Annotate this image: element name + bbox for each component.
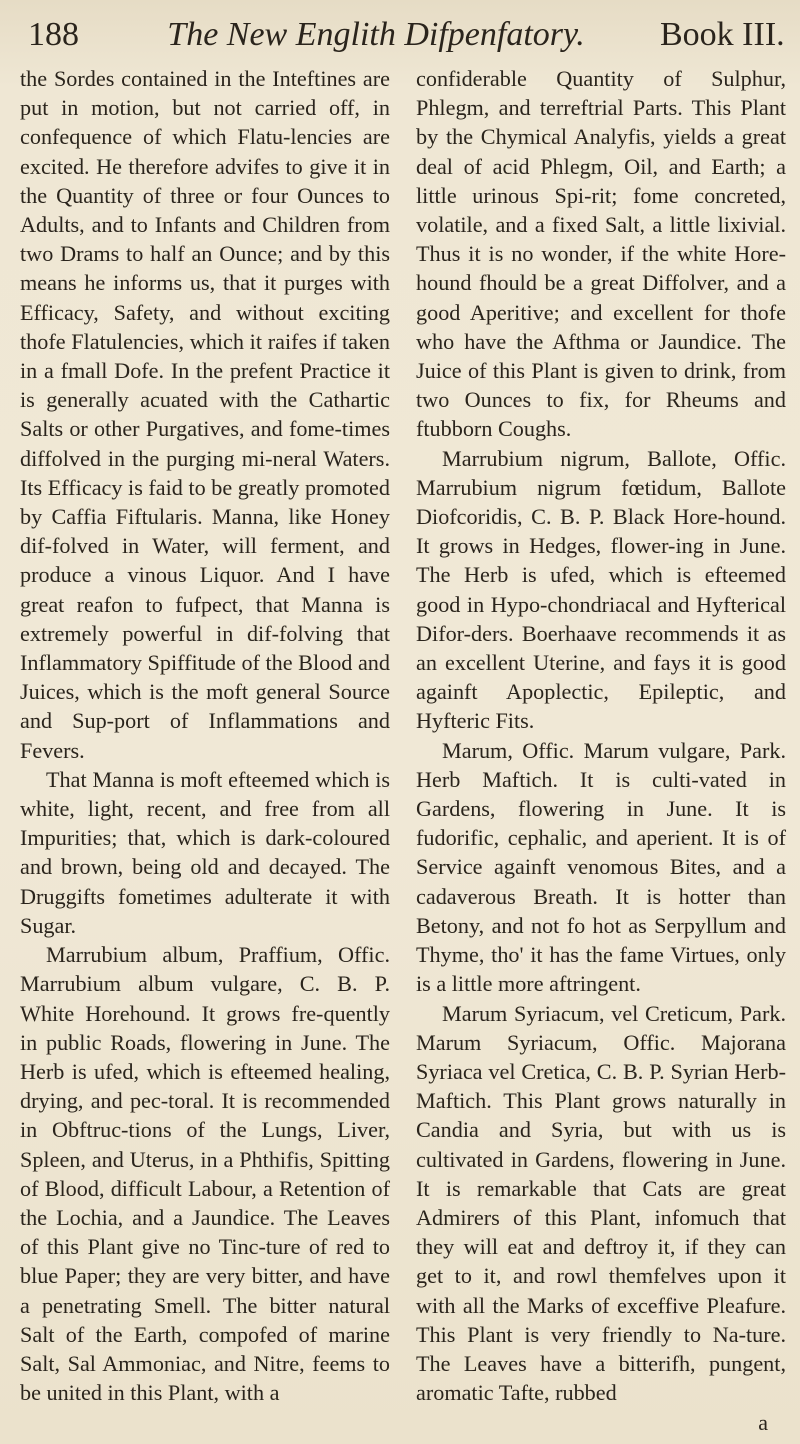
paragraph: Marrubium nigrum, Ballote, Offic. Marrubium nigrum fœtidum, Ballote Diofcoridis, C. B. P. Black Hore-hound. It grows in Hedges, flower-ing in June. The Herb is ufed, which is efteemed good in Hypo-chondriacal and Hyfterical Difor-ders. Boerhaave recommends it as an excellent Uterine, and fays it is good againft Apoplectic, Epileptic, and Hyfteric Fits. <box>416 445 786 734</box>
paragraph: Marrubium album, Praffium, Offic. Marrubium album vulgare, C. B. P. White Horehound. It grows fre-quently in public Roads, flowering in June. The Herb is ufed, which is efteemed healing, drying, and pec-toral. It is recommended in Obftruc-tions of the Lungs, Liver, Spleen, and Uterus, in a Phthifis, Spitting of Blood, difficult Labour, a Retention of the Lochia, and a Jaundice. The Leaves of this Plant give no Tinc-ture of red to blue Paper; they are very bitter, and have a penetrating Smell. The bitter natural Salt of the Earth, compofed of marine Salt, Sal Ammoniac, and Nitre, feems to be united in this Plant, with a <box>20 942 390 1406</box>
paragraph: Marum, Offic. Marum vulgare, Park. Herb Maftich. It is culti-vated in Gardens, flowering in June. It is fudorific, cephalic, and aperient. It is of Service againft venomous Bites, and a cadaverous Breath. It is hotter than Betony, and not fo hot as Serpyllum and Thyme, tho' it has the fame Virtues, only is a little more aftringent. <box>416 737 786 997</box>
paragraph: confiderable Quantity of Sulphur, Phlegm, and terreftrial Parts. This Plant by the Chymical Analyfis, yields a great deal of acid Phlegm, Oil, and Earth; a little urinous Spi-rit; fome concreted, volatile, and a fixed Salt, a little lixivial. Thus it is no wonder, if the white Hore-hound fhould be a great Diffolver, and a good Aperitive; and excellent for thofe who have the Afthma or Jaundice. The Juice of this Plant is given to drink, from two Ounces to fix, for Rheums and ftubborn Coughs. <box>416 66 786 442</box>
paragraph: That Manna is moft efteemed which is white, light, recent, and free from all Impurities; that, which is dark-coloured and brown, being old and decayed. The Druggifts fometimes adulterate it with Sugar. <box>20 766 390 938</box>
page-number: 188 <box>28 16 79 53</box>
running-head <box>20 8 786 62</box>
paragraph: the Sordes contained in the Inteftines are put in motion, but not carried off, in confequence of which Flatu-lencies are excited. He therefore advifes to give it in the Quantity of three or four Ounces to Adults, and to Infants and Children from two Drams to half an Ounce; and by this means he informs us, that it purges with Efficacy, Safety, and without exciting thofe Flatulencies, which it raifes if taken in a fmall Dofe. In the prefent Practice it is generally acuated with the Cathartic Salts or other Purgatives, and fome-times diffolved in the purging mi-neral Waters. Its Efficacy is faid to be greatly promoted by Caffia Fiftularis. Manna, like Honey dif-folved in Water, will ferment, and produce a vinous Liquor. And I have great reafon to fufpect, that Manna is extremely powerful in dif-folving that Inflammatory Spiffitude of the Blood and Juices, which is the moft general Source and Sup-port of Inflammations and Fevers. <box>20 66 390 763</box>
right-column <box>416 64 786 1407</box>
left-column <box>20 64 390 1407</box>
paragraph: Marum Syriacum, vel Creticum, Park. Marum Syriacum, Offic. Majorana Syriaca vel Cretica, C. B. P. Syrian Herb-Maftich. This Plant grows naturally in Candia and Syria, but with us is cultivated in Gardens, flowering in June. It is remarkable that Cats are great Admirers of this Plant, infomuch that they will eat and deftroy it, if they can get to it, and rowl themfelves upon it with all the Marks of exceffive Pleafure. This Plant is very friendly to Na-ture. The Leaves have a bitterifh, pungent, aromatic Tafte, rubbed <box>416 1000 786 1406</box>
book-label: Book III. <box>660 16 785 53</box>
running-title: The New Englith Difpenfatory. <box>167 16 585 53</box>
text-columns <box>20 64 786 1407</box>
catchword: a <box>758 1410 768 1435</box>
